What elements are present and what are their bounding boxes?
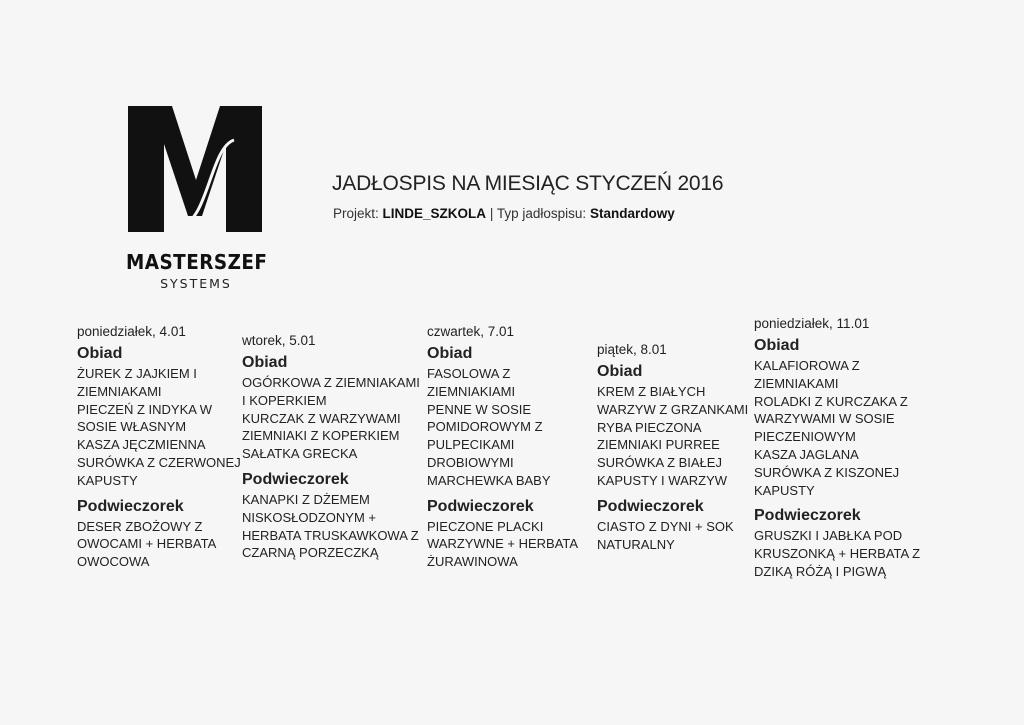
meal-item-line: MARCHEWKA BABY: [427, 472, 551, 488]
page-subtitle: [333, 206, 675, 221]
meal-item-line: OWOCAMI + HERBATA: [77, 536, 217, 552]
meal-items: [77, 365, 252, 490]
meal-title: Obiad: [427, 345, 473, 362]
meal-title: Podwieczorek: [754, 507, 861, 525]
meal-items: [597, 518, 772, 554]
meal-item-line: SAŁATKA GRECKA: [242, 446, 358, 462]
meal-title: Podwieczorek: [427, 497, 534, 515]
day-date: czwartek, 7.01: [427, 324, 515, 339]
meal-item-line: PULPECIKAMI: [427, 437, 515, 453]
meal-title: Podwieczorek: [242, 470, 349, 488]
meal-items: [242, 374, 420, 463]
masterszef-logo: [126, 104, 266, 294]
meal-item-line: KANAPKI Z DŻEMEM: [242, 491, 370, 507]
meal-item-line: KASZA JĘCZMIENNA: [77, 437, 206, 453]
day-column: [427, 324, 602, 579]
meal-item-line: HERBATA TRUSKAWKOWA Z: [242, 527, 419, 543]
day-date: poniedziałek, 4.01: [77, 324, 186, 339]
day-date: piątek, 8.01: [597, 342, 667, 357]
day-column: [242, 333, 420, 570]
day-column: [597, 342, 772, 561]
meal-item-line: SURÓWKA Z BIAŁEJ: [597, 455, 722, 471]
logo-sub-text: SYSTEMS: [160, 276, 232, 291]
day-date: poniedziałek, 11.01: [754, 316, 870, 331]
meal-items: [597, 383, 772, 490]
subtitle-separator: |: [489, 206, 494, 221]
meal-item-line: WARZYW Z GRZANKAMI: [597, 401, 749, 417]
meal-item-line: ZIEMNIAKI Z KOPERKIEM: [242, 428, 400, 444]
logo-brand-text: MASTERSZEF: [126, 250, 268, 274]
meal-item-line: KAPUSTY: [77, 472, 138, 488]
meal-item-line: KRUSZONKĄ + HERBATA Z: [754, 546, 921, 562]
meal-items: [77, 518, 252, 571]
meal-item-line: OGÓRKOWA Z ZIEMNIAKAMI: [242, 375, 420, 390]
meal-title: Obiad: [754, 337, 800, 354]
meal-item-line: KAPUSTY: [754, 482, 815, 498]
meal-item-line: POMIDOROWYM Z: [427, 419, 543, 435]
meal-title: Podwieczorek: [77, 497, 184, 515]
project-label: Projekt:: [333, 206, 379, 221]
meal-item-line: PIECZENIOWYM: [754, 429, 856, 445]
meal-item-line: NISKOSŁODZONYM +: [242, 509, 376, 525]
meal-item-line: ZIEMNIAKAMI: [754, 375, 839, 391]
meal-item-line: ZIEMNIAKI PURREE: [597, 437, 720, 453]
meal-item-line: KALAFIOROWA Z: [754, 358, 860, 373]
meal-item-line: WARZYWNE + HERBATA: [427, 536, 579, 552]
type-label: Typ jadłospisu:: [496, 206, 587, 221]
meal-item-line: I KOPERKIEM: [242, 392, 327, 408]
meal-item-line: DZIKĄ RÓŻĄ I PIGWĄ: [754, 563, 887, 579]
meal-items: [754, 527, 929, 580]
meal-item-line: FASOLOWA Z: [427, 366, 511, 381]
meal-items: [427, 518, 602, 571]
meal-item-line: ŻUREK Z JAJKIEM I: [77, 366, 197, 381]
meal-item-line: SURÓWKA Z CZERWONEJ: [77, 454, 241, 470]
meal-item-line: DROBIOWYMI: [427, 454, 514, 470]
meal-items: [754, 357, 929, 499]
meal-item-line: PIECZONE PLACKI: [427, 518, 544, 534]
meal-item-line: KASZA JAGLANA: [754, 446, 859, 462]
project-value: LINDE_SZKOLA: [382, 206, 487, 221]
meal-item-line: ŻURAWINOWA: [427, 554, 518, 570]
type-value: Standardowy: [589, 206, 675, 221]
meal-item-line: GRUSZKI I JABŁKA POD: [754, 528, 903, 544]
page-title: JADŁOSPIS NA MIESIĄC STYCZEŃ 2016: [332, 172, 724, 195]
meal-item-line: RYBA PIECZONA: [597, 419, 702, 435]
meal-item-line: CZARNĄ PORZECZKĄ: [242, 545, 379, 561]
meal-item-line: DESER ZBOŻOWY Z: [77, 518, 203, 534]
meal-item-line: PENNE W SOSIE: [427, 401, 532, 417]
meal-item-line: PIECZEŃ Z INDYKA W: [77, 401, 213, 417]
meal-title: Obiad: [242, 354, 288, 371]
meal-item-line: KREM Z BIAŁYCH: [597, 384, 706, 399]
meal-item-line: WARZYWAMI W SOSIE: [754, 411, 895, 427]
meal-title: Podwieczorek: [597, 497, 704, 515]
meal-item-line: KAPUSTY I WARZYW: [597, 472, 728, 488]
day-date: wtorek, 5.01: [242, 333, 316, 348]
meal-item-line: CIASTO Z DYNI + SOK: [597, 518, 734, 534]
meal-item-line: OWOCOWA: [77, 554, 150, 570]
meal-item-line: SOSIE WŁASNYM: [77, 419, 187, 435]
meal-title: Obiad: [77, 345, 123, 362]
meal-item-line: KURCZAK Z WARZYWAMI: [242, 410, 401, 426]
meal-items: [242, 491, 417, 562]
day-column: [77, 324, 252, 579]
meal-items: [427, 365, 602, 490]
meal-title: Obiad: [597, 363, 643, 380]
day-column: [754, 316, 929, 589]
m-logo-icon: [126, 104, 266, 244]
meal-item-line: ZIEMNIAKIAMI: [427, 383, 516, 399]
meal-item-line: ZIEMNIAKAMI: [77, 383, 162, 399]
meal-item-line: SURÓWKA Z KISZONEJ: [754, 464, 900, 480]
meal-item-line: ROLADKI Z KURCZAKA Z: [754, 393, 908, 409]
meal-item-line: NATURALNY: [597, 536, 675, 552]
